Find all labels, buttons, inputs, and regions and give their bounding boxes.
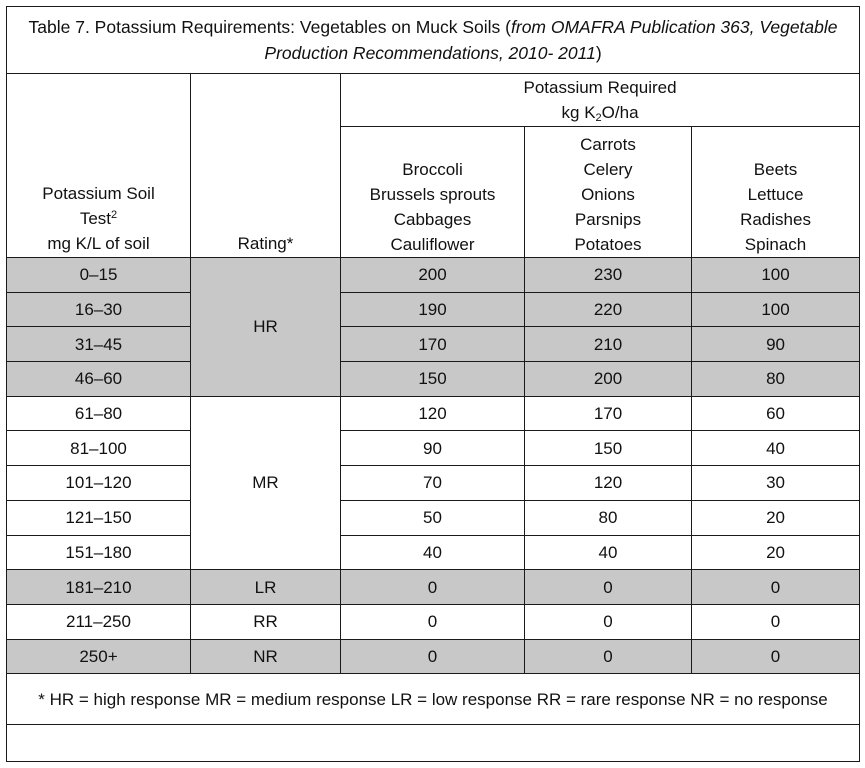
soil-range-cell: 61–80: [7, 396, 191, 431]
table-wrapper: [6, 6, 860, 762]
table-row: [7, 362, 860, 397]
value-cell: 0: [341, 604, 525, 639]
value-cell: 90: [692, 327, 860, 362]
soil-range-cell: 121–150: [7, 500, 191, 535]
value-cell: 40: [525, 535, 692, 570]
footnote-marker: 2: [111, 209, 118, 221]
value-cell: 90: [341, 431, 525, 466]
caption-prefix: Table 7. Potassium Requirements: Vegetables on Muck Soils (: [28, 17, 511, 37]
value-cell: 20: [692, 535, 860, 570]
header-group-3: Beets Lettuce Radishes Spinach: [692, 127, 860, 258]
value-cell: 100: [692, 292, 860, 327]
soil-range-cell: 151–180: [7, 535, 191, 570]
value-cell: 200: [341, 258, 525, 293]
header-rating: Rating*: [191, 74, 341, 258]
rating-cell-rr: RR: [191, 604, 341, 639]
value-cell: 170: [525, 396, 692, 431]
value-cell: 230: [525, 258, 692, 293]
table-row: [7, 327, 860, 362]
value-cell: 0: [525, 639, 692, 674]
value-cell: 60: [692, 396, 860, 431]
caption-source: from OMAFRA Publication 363, Vegetable Production Recommendations, 2010- 2011: [264, 17, 838, 63]
rating-cell-lr: LR: [191, 570, 341, 605]
table-row: [7, 500, 860, 535]
value-cell: 200: [525, 362, 692, 397]
value-cell: 100: [692, 258, 860, 293]
value-cell: 0: [525, 570, 692, 605]
value-cell: 120: [525, 466, 692, 501]
soil-range-cell: 81–100: [7, 431, 191, 466]
value-cell: 0: [525, 604, 692, 639]
value-cell: 0: [692, 570, 860, 605]
header-group-2: Carrots Celery Onions Parsnips Potatoes: [525, 127, 692, 258]
caption-suffix: ): [595, 43, 602, 63]
value-cell: 80: [525, 500, 692, 535]
potassium-required-label: Potassium Required: [523, 78, 677, 97]
value-cell: 80: [692, 362, 860, 397]
value-cell: 0: [341, 570, 525, 605]
soil-range-cell: 101–120: [7, 466, 191, 501]
footnote: * HR = high response MR = medium response LR = low response RR = rare response NR = no response: [7, 674, 860, 725]
soil-range-cell: 250+: [7, 639, 191, 674]
table-row: [7, 292, 860, 327]
table-row: [7, 570, 860, 605]
value-cell: 210: [525, 327, 692, 362]
value-cell: 20: [692, 500, 860, 535]
soil-range-cell: 31–45: [7, 327, 191, 362]
value-cell: 70: [341, 466, 525, 501]
value-cell: 0: [692, 604, 860, 639]
value-cell: 40: [341, 535, 525, 570]
value-cell: 150: [341, 362, 525, 397]
table-row: [7, 258, 860, 293]
soil-range-cell: 0–15: [7, 258, 191, 293]
table-row: [7, 466, 860, 501]
soil-range-cell: 211–250: [7, 604, 191, 639]
header-soil-test: [7, 74, 191, 258]
value-cell: 190: [341, 292, 525, 327]
header-group-1: Broccoli Brussels sprouts Cabbages Cauliflower: [341, 127, 525, 258]
soil-range-cell: 181–210: [7, 570, 191, 605]
table-row: [7, 396, 860, 431]
soil-range-cell: 16–30: [7, 292, 191, 327]
value-cell: 120: [341, 396, 525, 431]
rating-cell-mr: MR: [191, 396, 341, 569]
rating-cell-nr: NR: [191, 639, 341, 674]
table-caption: [7, 7, 860, 74]
blank-footer-row: [7, 725, 860, 762]
value-cell: 40: [692, 431, 860, 466]
table-row: [7, 535, 860, 570]
value-cell: 170: [341, 327, 525, 362]
soil-test-line2: Test$^2$: [79, 209, 118, 228]
value-cell: 150: [525, 431, 692, 466]
soil-range-cell: 46–60: [7, 362, 191, 397]
rating-cell-hr: HR: [191, 258, 341, 397]
soil-test-line1: Potassium Soil: [42, 184, 155, 203]
table-row: [7, 639, 860, 674]
potassium-requirements-table: [6, 6, 860, 762]
header-potassium-required: [341, 74, 860, 127]
value-cell: 0: [692, 639, 860, 674]
value-cell: 50: [341, 500, 525, 535]
soil-test-line3: mg K/L of soil: [47, 234, 150, 253]
potassium-unit: kg $K_2O/ha$: [561, 103, 639, 124]
value-cell: 0: [341, 639, 525, 674]
table-row: [7, 431, 860, 466]
table-row: [7, 604, 860, 639]
value-cell: 30: [692, 466, 860, 501]
value-cell: 220: [525, 292, 692, 327]
